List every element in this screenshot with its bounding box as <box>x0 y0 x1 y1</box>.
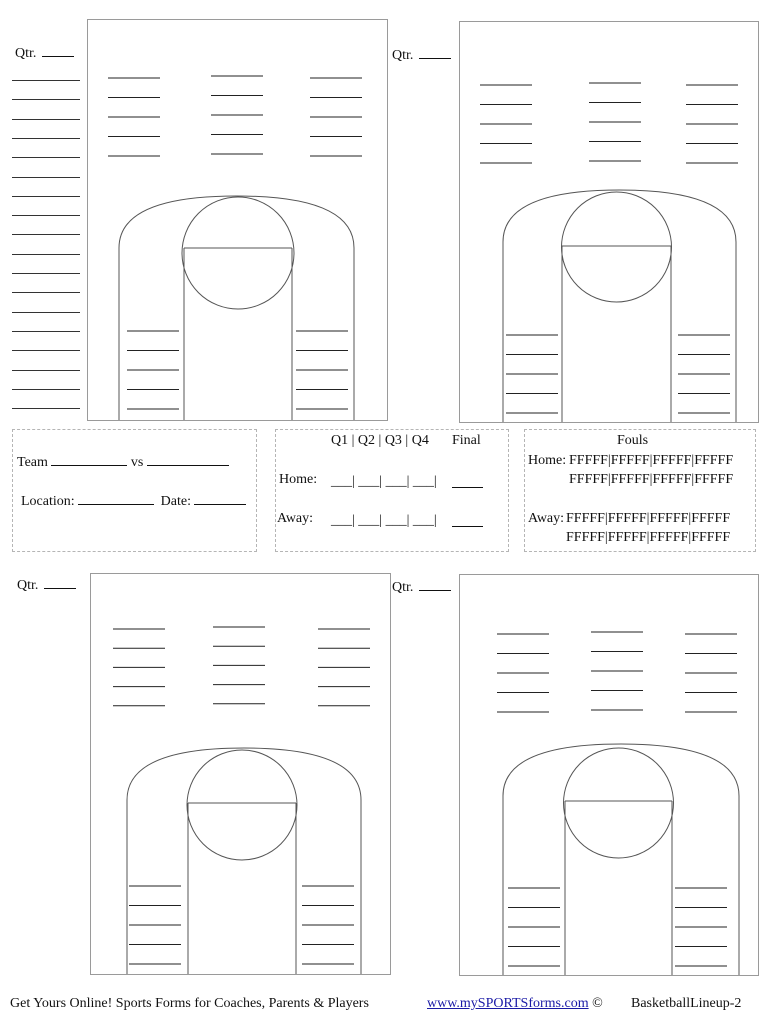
roster-blank-line[interactable] <box>12 177 80 178</box>
free-throw-circle <box>564 748 674 858</box>
team-row <box>17 453 229 471</box>
half-court-svg <box>460 22 758 422</box>
footer-tagline: Get Yours Online! Sports Forms for Coaches, Parents & Players <box>10 996 369 1011</box>
vs-label: vs <box>130 455 144 470</box>
roster-blank-line[interactable] <box>12 119 80 120</box>
three-point-arc <box>127 748 361 974</box>
home-final-blank[interactable] <box>452 487 483 488</box>
court-diagram-2 <box>459 21 759 423</box>
away-fouls-row-1[interactable]: FFFFF|FFFFF|FFFFF|FFFFF <box>566 511 731 526</box>
half-court-svg <box>88 20 387 420</box>
roster-blank-line[interactable] <box>12 215 80 216</box>
roster-blank-line[interactable] <box>12 389 80 390</box>
quarter-blank[interactable] <box>42 55 74 57</box>
half-court-svg <box>91 574 390 974</box>
roster-blank-line[interactable] <box>12 370 80 371</box>
court-diagram-4 <box>459 574 759 976</box>
quarter-label-3: Qtr. <box>17 578 76 594</box>
three-point-arc <box>503 744 739 975</box>
copyright-symbol: © <box>592 996 603 1011</box>
website-link[interactable]: www.mySPORTSforms.com <box>427 996 589 1011</box>
home-score-blanks[interactable]: ___| ___| ___| ___| <box>331 474 437 489</box>
court-diagram-1 <box>87 19 388 421</box>
roster-blank-line[interactable] <box>12 331 80 332</box>
final-header: Final <box>452 433 481 448</box>
roster-blank-line[interactable] <box>12 196 80 197</box>
location-field[interactable] <box>78 492 154 505</box>
fouls-title: Fouls <box>617 433 649 448</box>
quarter-label-4: Qtr. <box>392 580 451 596</box>
roster-blank-line[interactable] <box>12 350 80 351</box>
roster-blank-line[interactable] <box>12 292 80 293</box>
location-row <box>21 492 246 510</box>
away-final-blank[interactable] <box>452 526 483 527</box>
location-label: Location: <box>21 494 75 509</box>
roster-blank-line[interactable] <box>12 312 80 313</box>
date-field[interactable] <box>194 492 246 505</box>
free-throw-circle <box>182 197 294 309</box>
three-point-arc <box>119 196 354 420</box>
roster-blank-line[interactable] <box>12 99 80 100</box>
quarter-blank[interactable] <box>419 57 451 59</box>
footer-link-row <box>427 996 603 1012</box>
team-name-field[interactable] <box>51 453 127 466</box>
home-fouls-row-1[interactable]: FFFFF|FFFFF|FFFFF|FFFFF <box>569 453 734 468</box>
roster-blank-line[interactable] <box>12 254 80 255</box>
home-fouls-label: Home: <box>528 453 567 468</box>
team-label: Team <box>17 455 48 470</box>
quarter-blank[interactable] <box>419 589 451 591</box>
date-label: Date: <box>160 494 191 509</box>
half-court-svg <box>460 575 758 975</box>
quarter-label-2: Qtr. <box>392 48 451 64</box>
roster-blank-line[interactable] <box>12 234 80 235</box>
matchup-panel <box>12 429 257 552</box>
three-point-arc <box>503 190 736 422</box>
home-fouls-row-2[interactable]: FFFFF|FFFFF|FFFFF|FFFFF <box>569 472 734 487</box>
home-score-label: Home: <box>279 472 318 487</box>
form-id: BasketballLineup-2 <box>631 996 742 1011</box>
roster-blank-line[interactable] <box>12 273 80 274</box>
roster-blank-line[interactable] <box>12 157 80 158</box>
court-diagram-3 <box>90 573 391 975</box>
away-score-label: Away: <box>277 511 314 526</box>
score-header: Q1 | Q2 | Q3 | Q4 <box>331 433 429 448</box>
away-fouls-row-2[interactable]: FFFFF|FFFFF|FFFFF|FFFFF <box>566 530 731 545</box>
roster-blank-line[interactable] <box>12 408 80 409</box>
away-fouls-label: Away: <box>528 511 565 526</box>
free-throw-circle <box>562 192 672 302</box>
roster-blank-line[interactable] <box>12 138 80 139</box>
opponent-name-field[interactable] <box>147 453 229 466</box>
free-throw-circle <box>187 750 297 860</box>
roster-blank-line[interactable] <box>12 80 80 81</box>
quarter-label-1: Qtr. <box>15 46 74 62</box>
away-score-blanks[interactable]: ___| ___| ___| ___| <box>331 513 437 528</box>
quarter-blank[interactable] <box>44 587 76 589</box>
